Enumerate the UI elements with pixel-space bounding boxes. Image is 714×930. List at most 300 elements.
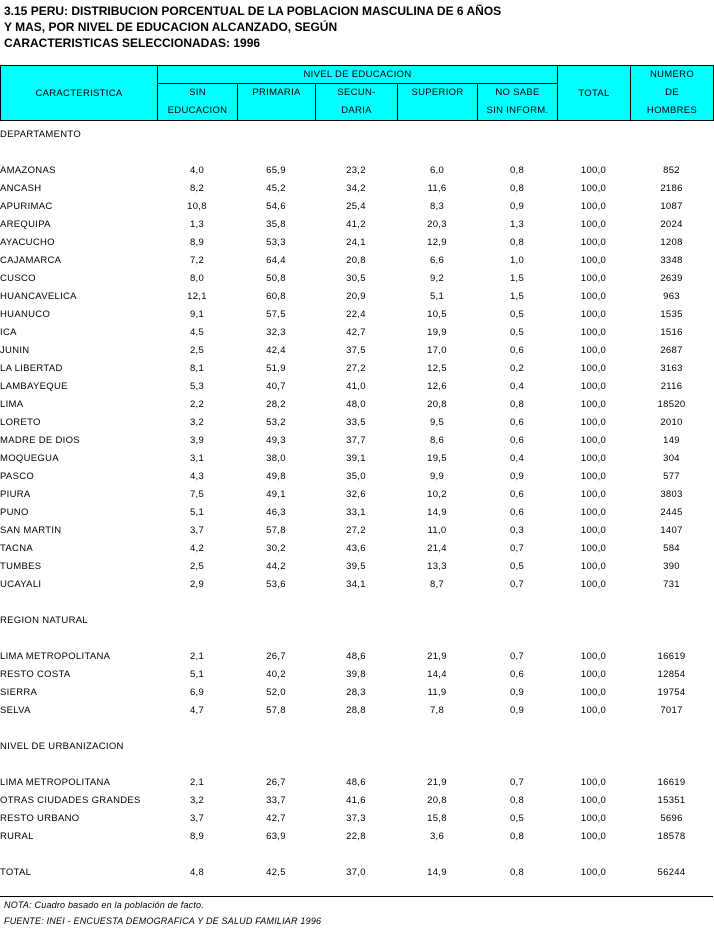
cell-value: 0,9: [509, 200, 525, 212]
cell-value: 8,9: [189, 236, 205, 248]
cell-value: 100,0: [580, 308, 607, 320]
cell-value: 0,6: [509, 344, 525, 356]
cell-value: 10,5: [427, 308, 447, 320]
cell-value: 577: [663, 470, 680, 482]
table-row: [0, 539, 713, 557]
cell-value: 42,7: [266, 812, 286, 824]
cell-value: 3163: [660, 362, 683, 374]
cell-value: 37,5: [346, 344, 366, 356]
cell-value: 5696: [660, 812, 683, 824]
cell-value: 21,9: [427, 650, 447, 662]
cell-value: 17,0: [427, 344, 447, 356]
table-row: [0, 395, 713, 413]
table-row: [0, 305, 713, 323]
cell-value: 42,7: [346, 326, 366, 338]
cell-value: 0,9: [509, 704, 525, 716]
cell-value: 100,0: [580, 452, 607, 464]
cell-value: 57,8: [266, 524, 286, 536]
cell-value: 12854: [657, 668, 686, 680]
cell-value: 100,0: [580, 506, 607, 518]
header-superior: SUPERIOR: [398, 84, 478, 121]
cell-value: 6,9: [189, 686, 205, 698]
cell-value: 0,6: [509, 434, 525, 446]
table-row: [0, 431, 713, 449]
cell-value: 28,8: [346, 704, 366, 716]
cell-value: 28,3: [346, 686, 366, 698]
title-line-3: CARACTERISTICAS SELECCIONADAS: 1996: [4, 36, 261, 50]
cell-value: 100,0: [580, 200, 607, 212]
cell-value: 53,2: [266, 416, 286, 428]
cell-value: 100,0: [580, 398, 607, 410]
cell-value: 100,0: [580, 668, 607, 680]
table-row: [0, 449, 713, 467]
cell-value: 0,6: [509, 488, 525, 500]
cell-value: 53,3: [266, 236, 286, 248]
cell-value: 0,5: [509, 560, 525, 572]
cell-value: 4,0: [189, 164, 205, 176]
cell-value: 100,0: [580, 866, 607, 878]
table-row: [0, 701, 713, 719]
section-row: [0, 737, 713, 755]
cell-value: 28,2: [266, 398, 286, 410]
cell-value: 24,1: [346, 236, 366, 248]
cell-value: 0,8: [509, 830, 525, 842]
table-row: [0, 251, 713, 269]
cell-value: 2,9: [189, 578, 205, 590]
cell-value: 43,6: [346, 542, 366, 554]
cell-value: 2445: [660, 506, 683, 518]
cell-value: 41,2: [346, 218, 366, 230]
cell-value: 5,1: [189, 506, 205, 518]
cell-value: 16619: [657, 650, 686, 662]
row-label: UCAYALI: [0, 578, 42, 590]
cell-value: 0,5: [509, 812, 525, 824]
section-row: [0, 125, 713, 143]
cell-value: 3,6: [429, 830, 445, 842]
cell-value: 3348: [660, 254, 683, 266]
table-row: [0, 233, 713, 251]
table-row: [0, 521, 713, 539]
table-row: [0, 773, 713, 791]
cell-value: 100,0: [580, 542, 607, 554]
cell-value: 10,8: [187, 200, 207, 212]
row-label: JUNIN: [0, 344, 30, 356]
cell-value: 32,3: [266, 326, 286, 338]
title-line-1: 3.15 PERU: DISTRIBUCION PORCENTUAL DE LA POBLACION MASCULINA DE 6 AÑOS: [4, 4, 502, 18]
cell-value: 12,9: [427, 236, 447, 248]
header-sin-educacion: SIN EDUCACION: [158, 84, 238, 121]
cell-value: 2,5: [189, 560, 205, 572]
cell-value: 20,8: [427, 794, 447, 806]
table-row: [0, 647, 713, 665]
cell-value: 100,0: [580, 434, 607, 446]
table-row: [0, 323, 713, 341]
header-total: TOTAL: [558, 66, 631, 121]
cell-value: 2116: [660, 380, 683, 392]
row-label: RESTO URBANO: [0, 812, 80, 824]
cell-value: 100,0: [580, 254, 607, 266]
cell-value: 390: [663, 560, 680, 572]
cell-value: 20,8: [427, 398, 447, 410]
cell-value: 0,7: [509, 650, 525, 662]
cell-value: 20,9: [346, 290, 366, 302]
cell-value: 4,2: [189, 542, 205, 554]
cell-value: 0,7: [509, 776, 525, 788]
cell-value: 14,9: [427, 506, 447, 518]
cell-value: 1,3: [509, 218, 525, 230]
cell-value: 0,7: [509, 542, 525, 554]
cell-value: 100,0: [580, 812, 607, 824]
cell-value: 37,0: [346, 866, 366, 878]
cell-value: 3,7: [189, 524, 205, 536]
section-title: REGION NATURAL: [0, 614, 88, 626]
cell-value: 100,0: [580, 236, 607, 248]
cell-value: 100,0: [580, 218, 607, 230]
row-label: TACNA: [0, 542, 33, 554]
cell-value: 48,6: [346, 776, 366, 788]
cell-value: 3,9: [189, 434, 205, 446]
spacer-row: [0, 719, 713, 737]
cell-value: 2024: [660, 218, 683, 230]
cell-value: 8,9: [189, 830, 205, 842]
row-label: APURIMAC: [0, 200, 53, 212]
cell-value: 5,1: [429, 290, 445, 302]
table-row: [0, 683, 713, 701]
spacer-row: [0, 593, 713, 611]
row-label: SAN MARTIN: [0, 524, 62, 536]
cell-value: 41,6: [346, 794, 366, 806]
cell-value: 52,0: [266, 686, 286, 698]
cell-value: 26,7: [266, 776, 286, 788]
cell-value: 21,4: [427, 542, 447, 554]
spacer-row: [0, 755, 713, 773]
cell-value: 100,0: [580, 524, 607, 536]
table-row: [0, 197, 713, 215]
row-label: CAJAMARCA: [0, 254, 62, 266]
table-row: [0, 179, 713, 197]
cell-value: 100,0: [580, 830, 607, 842]
table-row: [0, 863, 713, 881]
cell-value: 35,8: [266, 218, 286, 230]
cell-value: 39,8: [346, 668, 366, 680]
cell-value: 22,8: [346, 830, 366, 842]
row-label: ICA: [0, 326, 17, 338]
cell-value: 45,2: [266, 182, 286, 194]
cell-value: 4,8: [189, 866, 205, 878]
section-title: DEPARTAMENTO: [0, 128, 82, 140]
cell-value: 25,4: [346, 200, 366, 212]
table-row: [0, 161, 713, 179]
cell-value: 16619: [657, 776, 686, 788]
note-text: NOTA: Cuadro basado en la población de facto.: [4, 900, 204, 910]
table-row: [0, 575, 713, 593]
cell-value: 3803: [660, 488, 683, 500]
cell-value: 34,1: [346, 578, 366, 590]
cell-value: 1,5: [509, 290, 525, 302]
cell-value: 11,0: [427, 524, 447, 536]
cell-value: 14,9: [427, 866, 447, 878]
row-label: LORETO: [0, 416, 41, 428]
cell-value: 40,2: [266, 668, 286, 680]
table-row: [0, 413, 713, 431]
cell-value: 304: [663, 452, 680, 464]
cell-value: 2639: [660, 272, 683, 284]
cell-value: 12,5: [427, 362, 447, 374]
cell-value: 49,8: [266, 470, 286, 482]
row-label: AYACUCHO: [0, 236, 55, 248]
cell-value: 100,0: [580, 560, 607, 572]
cell-value: 100,0: [580, 470, 607, 482]
cell-value: 963: [663, 290, 680, 302]
row-label: LA LIBERTAD: [0, 362, 63, 374]
section-row: [0, 611, 713, 629]
cell-value: 57,8: [266, 704, 286, 716]
cell-value: 8,7: [429, 578, 445, 590]
cell-value: 15351: [657, 794, 686, 806]
cell-value: 2,5: [189, 344, 205, 356]
cell-value: 30,2: [266, 542, 286, 554]
cell-value: 4,3: [189, 470, 205, 482]
cell-value: 23,2: [346, 164, 366, 176]
cell-value: 8,0: [189, 272, 205, 284]
cell-value: 20,8: [346, 254, 366, 266]
cell-value: 30,5: [346, 272, 366, 284]
cell-value: 21,9: [427, 776, 447, 788]
cell-value: 7,5: [189, 488, 205, 500]
cell-value: 35,0: [346, 470, 366, 482]
header-secundaria: SECUN- DARIA: [316, 84, 398, 121]
row-label: TOTAL: [0, 866, 32, 878]
cell-value: 19754: [657, 686, 686, 698]
cell-value: 63,9: [266, 830, 286, 842]
cell-value: 8,2: [189, 182, 205, 194]
cell-value: 41,0: [346, 380, 366, 392]
table-row: [0, 377, 713, 395]
row-label: LIMA METROPOLITANA: [0, 650, 111, 662]
row-label: SIERRA: [0, 686, 38, 698]
cell-value: 18520: [657, 398, 686, 410]
header-no-sabe: NO SABE SIN INFORM.: [478, 84, 558, 121]
row-label: RESTO COSTA: [0, 668, 71, 680]
row-label: TUMBES: [0, 560, 42, 572]
cell-value: 9,9: [429, 470, 445, 482]
row-label: LAMBAYEQUE: [0, 380, 68, 392]
table-row: [0, 215, 713, 233]
cell-value: 149: [663, 434, 680, 446]
table-row: [0, 791, 713, 809]
data-table: [0, 125, 713, 881]
cell-value: 10,2: [427, 488, 447, 500]
cell-value: 0,4: [509, 452, 525, 464]
cell-value: 37,7: [346, 434, 366, 446]
cell-value: 51,9: [266, 362, 286, 374]
cell-value: 50,8: [266, 272, 286, 284]
cell-value: 53,6: [266, 578, 286, 590]
cell-value: 100,0: [580, 416, 607, 428]
section-title: NIVEL DE URBANIZACION: [0, 740, 124, 752]
cell-value: 57,5: [266, 308, 286, 320]
cell-value: 7017: [660, 704, 683, 716]
table-row: [0, 341, 713, 359]
source-text: FUENTE: INEI - ENCUESTA DEMOGRAFICA Y DE SALUD FAMILIAR 1996: [4, 916, 322, 926]
cell-value: 32,6: [346, 488, 366, 500]
cell-value: 1407: [660, 524, 683, 536]
cell-value: 100,0: [580, 794, 607, 806]
row-label: ANCASH: [0, 182, 42, 194]
table-row: [0, 359, 713, 377]
row-label: HUANUCO: [0, 308, 51, 320]
cell-value: 49,1: [266, 488, 286, 500]
cell-value: 1087: [660, 200, 683, 212]
cell-value: 852: [663, 164, 680, 176]
cell-value: 0,5: [509, 308, 525, 320]
cell-value: 22,4: [346, 308, 366, 320]
row-label: LIMA METROPOLITANA: [0, 776, 111, 788]
cell-value: 8,3: [429, 200, 445, 212]
cell-value: 9,5: [429, 416, 445, 428]
row-label: LIMA: [0, 398, 24, 410]
cell-value: 56244: [657, 866, 686, 878]
cell-value: 100,0: [580, 326, 607, 338]
cell-value: 1,5: [509, 272, 525, 284]
cell-value: 54,6: [266, 200, 286, 212]
cell-value: 100,0: [580, 686, 607, 698]
cell-value: 0,7: [509, 578, 525, 590]
row-label: PIURA: [0, 488, 31, 500]
cell-value: 3,7: [189, 812, 205, 824]
cell-value: 0,6: [509, 668, 525, 680]
cell-value: 100,0: [580, 362, 607, 374]
row-label: PUNO: [0, 506, 29, 518]
cell-value: 5,3: [189, 380, 205, 392]
cell-value: 584: [663, 542, 680, 554]
cell-value: 100,0: [580, 578, 607, 590]
cell-value: 42,4: [266, 344, 286, 356]
cell-value: 42,5: [266, 866, 286, 878]
spacer-row: [0, 143, 713, 161]
header-primaria: PRIMARIA: [238, 84, 316, 121]
cell-value: 100,0: [580, 776, 607, 788]
cell-value: 2,2: [189, 398, 205, 410]
row-label: CUSCO: [0, 272, 36, 284]
table-header: [0, 65, 714, 121]
header-caracteristica: CARACTERISTICA: [1, 66, 158, 121]
cell-value: 100,0: [580, 344, 607, 356]
table-body: [0, 125, 713, 881]
cell-value: 100,0: [580, 488, 607, 500]
cell-value: 11,9: [427, 686, 447, 698]
cell-value: 6,6: [429, 254, 445, 266]
cell-value: 33,5: [346, 416, 366, 428]
cell-value: 100,0: [580, 164, 607, 176]
cell-value: 7,8: [429, 704, 445, 716]
cell-value: 19,5: [427, 452, 447, 464]
cell-value: 100,0: [580, 380, 607, 392]
cell-value: 15,8: [427, 812, 447, 824]
row-label: PASCO: [0, 470, 35, 482]
table-row: [0, 809, 713, 827]
cell-value: 1516: [660, 326, 683, 338]
cell-value: 0,8: [509, 164, 525, 176]
cell-value: 27,2: [346, 362, 366, 374]
cell-value: 3,1: [189, 452, 205, 464]
row-label: SELVA: [0, 704, 31, 716]
cell-value: 0,6: [509, 416, 525, 428]
cell-value: 20,3: [427, 218, 447, 230]
title-line-2: Y MAS, POR NIVEL DE EDUCACION ALCANZADO, SEGÚN: [4, 20, 338, 34]
cell-value: 8,6: [429, 434, 445, 446]
cell-value: 18578: [657, 830, 686, 842]
header-nivel-educacion: NIVEL DE EDUCACION: [158, 66, 558, 84]
cell-value: 100,0: [580, 290, 607, 302]
cell-value: 64,4: [266, 254, 286, 266]
cell-value: 2010: [660, 416, 683, 428]
cell-value: 49,3: [266, 434, 286, 446]
cell-value: 1208: [660, 236, 683, 248]
spacer-row: [0, 845, 713, 863]
table-row: [0, 557, 713, 575]
cell-value: 3,2: [189, 794, 205, 806]
cell-value: 33,1: [346, 506, 366, 518]
cell-value: 0,2: [509, 362, 525, 374]
cell-value: 60,8: [266, 290, 286, 302]
row-label: RURAL: [0, 830, 34, 842]
spacer-row: [0, 629, 713, 647]
cell-value: 48,6: [346, 650, 366, 662]
cell-value: 5,1: [189, 668, 205, 680]
cell-value: 0,8: [509, 866, 525, 878]
cell-value: 8,1: [189, 362, 205, 374]
cell-value: 48,0: [346, 398, 366, 410]
cell-value: 19,9: [427, 326, 447, 338]
cell-value: 100,0: [580, 650, 607, 662]
cell-value: 0,9: [509, 470, 525, 482]
cell-value: 100,0: [580, 182, 607, 194]
cell-value: 0,8: [509, 236, 525, 248]
cell-value: 1535: [660, 308, 683, 320]
cell-value: 2,1: [189, 650, 205, 662]
row-label: AREQUIPA: [0, 218, 51, 230]
cell-value: 2687: [660, 344, 683, 356]
cell-value: 33,7: [266, 794, 286, 806]
cell-value: 38,0: [266, 452, 286, 464]
cell-value: 2,1: [189, 776, 205, 788]
cell-value: 100,0: [580, 272, 607, 284]
cell-value: 1,0: [509, 254, 525, 266]
cell-value: 9,2: [429, 272, 445, 284]
row-label: OTRAS CIUDADES GRANDES: [0, 794, 141, 806]
cell-value: 34,2: [346, 182, 366, 194]
bottom-rule: [0, 896, 713, 897]
cell-value: 0,4: [509, 380, 525, 392]
cell-value: 6,0: [429, 164, 445, 176]
cell-value: 100,0: [580, 704, 607, 716]
row-label: HUANCAVELICA: [0, 290, 77, 302]
cell-value: 39,5: [346, 560, 366, 572]
row-label: MADRE DE DIOS: [0, 434, 80, 446]
cell-value: 9,1: [189, 308, 205, 320]
cell-value: 65,9: [266, 164, 286, 176]
cell-value: 0,9: [509, 686, 525, 698]
cell-value: 4,7: [189, 704, 205, 716]
table-row: [0, 827, 713, 845]
cell-value: 1,3: [189, 218, 205, 230]
cell-value: 12,6: [427, 380, 447, 392]
cell-value: 0,8: [509, 182, 525, 194]
cell-value: 39,1: [346, 452, 366, 464]
cell-value: 0,8: [509, 398, 525, 410]
cell-value: 0,8: [509, 794, 525, 806]
